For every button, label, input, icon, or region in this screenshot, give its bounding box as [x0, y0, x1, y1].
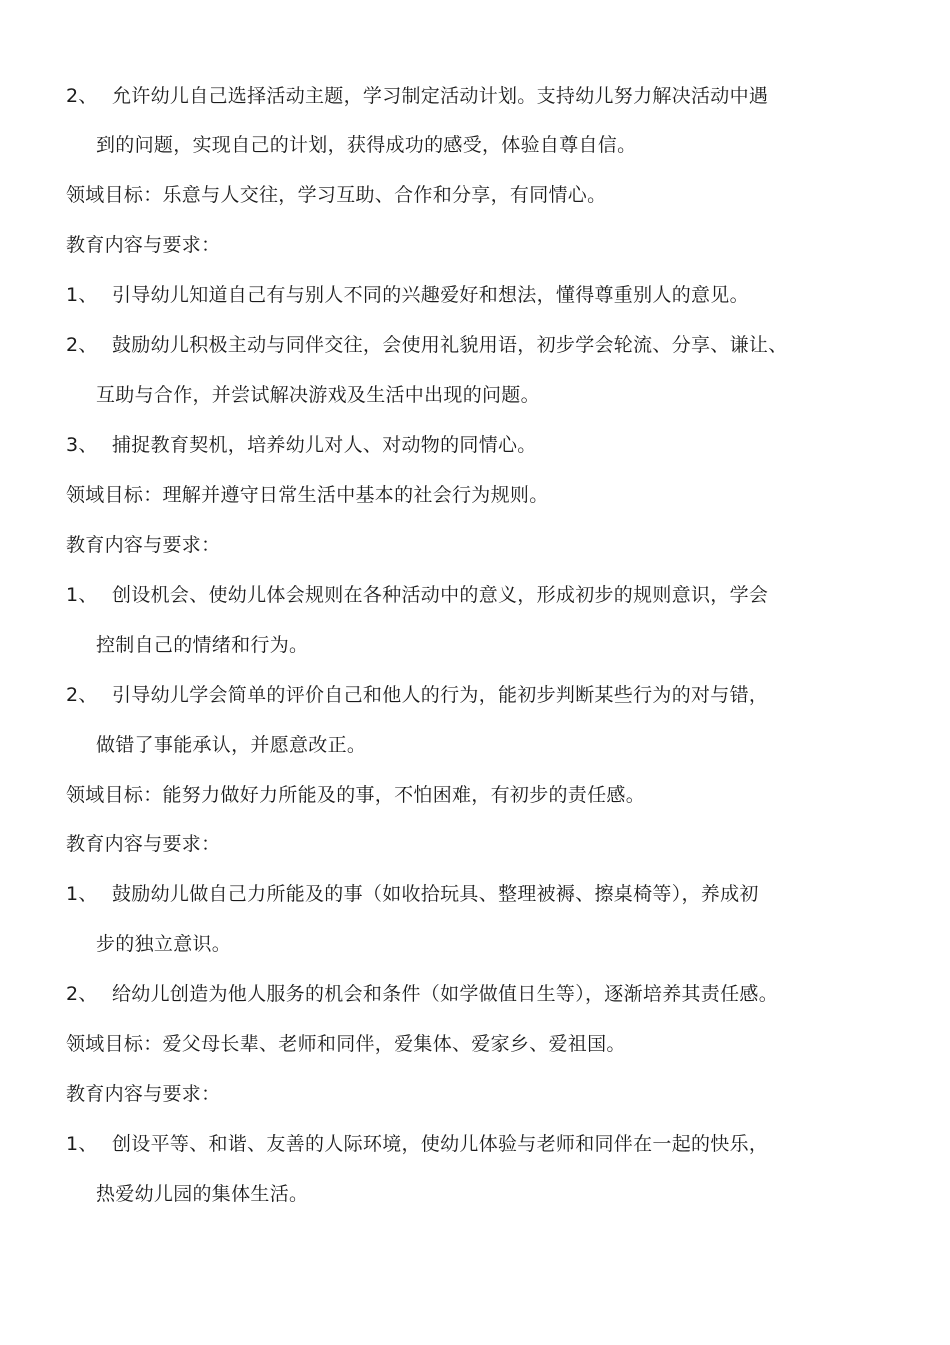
section-heading: [66, 831, 220, 857]
list-item-first-line: [66, 1131, 768, 1157]
section-heading-text: 教育内容与要求：: [66, 534, 221, 556]
domain-goal-text: 领域目标：乐意与人交往，学习互助、合作和分享，有同情心。: [66, 184, 607, 206]
list-number: 3、: [66, 434, 98, 456]
list-item-text: 到的问题，实现自己的计划，获得成功的感受，体验自尊自信。: [96, 134, 637, 156]
list-item-text: 引导幼儿知道自己有与别人不同的兴趣爱好和想法，懂得尊重别人的意见。: [112, 284, 749, 306]
list-item-text: 给幼儿创造为他人服务的机会和条件（如学做值日生等），逐渐培养其责任感。: [112, 983, 779, 1005]
section-heading-text: 教育内容与要求：: [66, 1083, 221, 1105]
list-item-text: 鼓励幼儿积极主动与同伴交往，会使用礼貌用语，初步学会轮流、分享、谦让、: [112, 334, 788, 356]
list-item-text: 互助与合作，并尝试解决游戏及生活中出现的问题。: [96, 384, 540, 406]
list-number: 2、: [66, 334, 98, 356]
list-item-first-line: [66, 881, 759, 907]
list-item-continuation: [96, 632, 308, 658]
section-heading: [66, 532, 220, 558]
domain-goal-text: 领域目标：能努力做好力所能及的事，不怕困难，有初步的责任感。: [66, 784, 646, 806]
list-item-continuation: [96, 931, 231, 957]
domain-goal-text: 领域目标：爱父母长辈、老师和同伴，爱集体、爱家乡、爱祖国。: [66, 1033, 626, 1055]
list-item-text: 允许幼儿自己选择活动主题，学习制定活动计划。支持幼儿努力解决活动中遇: [112, 85, 769, 107]
domain-goal: [66, 782, 645, 808]
list-item-first-line: [66, 83, 768, 109]
list-item-text: 捕捉教育契机，培养幼儿对人、对动物的同情心。: [112, 434, 537, 456]
list-item-first-line: [66, 432, 537, 458]
list-number: 2、: [66, 983, 98, 1005]
list-item-text: 控制自己的情绪和行为。: [96, 634, 309, 656]
domain-goal: [66, 482, 549, 508]
list-item-text: 热爱幼儿园的集体生活。: [96, 1183, 309, 1205]
list-item-text: 创设平等、和谐、友善的人际环境，使幼儿体验与老师和同伴在一起的快乐，: [112, 1133, 769, 1155]
list-item-text: 鼓励幼儿做自己力所能及的事（如收拾玩具、整理被褥、擦桌椅等），养成初: [112, 883, 759, 905]
list-item-text: 做错了事能承认，并愿意改正。: [96, 734, 367, 756]
list-number: 2、: [66, 684, 98, 706]
list-item-first-line: [66, 682, 768, 708]
list-item-continuation: [96, 1181, 308, 1207]
domain-goal: [66, 1031, 626, 1057]
list-number: 1、: [66, 284, 98, 306]
list-item-text: 步的独立意识。: [96, 933, 232, 955]
list-number: 2、: [66, 85, 98, 107]
list-item-first-line: [66, 332, 788, 358]
list-item-continuation: [96, 732, 366, 758]
list-number: 1、: [66, 883, 98, 905]
list-item-first-line: [66, 582, 768, 608]
section-heading: [66, 1081, 220, 1107]
domain-goal: [66, 182, 606, 208]
list-item-continuation: [96, 382, 540, 408]
list-item-text: 引导幼儿学会简单的评价自己和他人的行为，能初步判断某些行为的对与错，: [112, 684, 769, 706]
list-item-text: 创设机会、使幼儿体会规则在各种活动中的意义，形成初步的规则意识，学会: [112, 584, 769, 606]
section-heading: [66, 232, 220, 258]
section-heading-text: 教育内容与要求：: [66, 234, 221, 256]
list-item-continuation: [96, 132, 636, 158]
section-heading-text: 教育内容与要求：: [66, 833, 221, 855]
list-number: 1、: [66, 584, 98, 606]
list-item-first-line: [66, 981, 778, 1007]
list-item-first-line: [66, 282, 749, 308]
list-number: 1、: [66, 1133, 98, 1155]
domain-goal-text: 领域目标：理解并遵守日常生活中基本的社会行为规则。: [66, 484, 549, 506]
